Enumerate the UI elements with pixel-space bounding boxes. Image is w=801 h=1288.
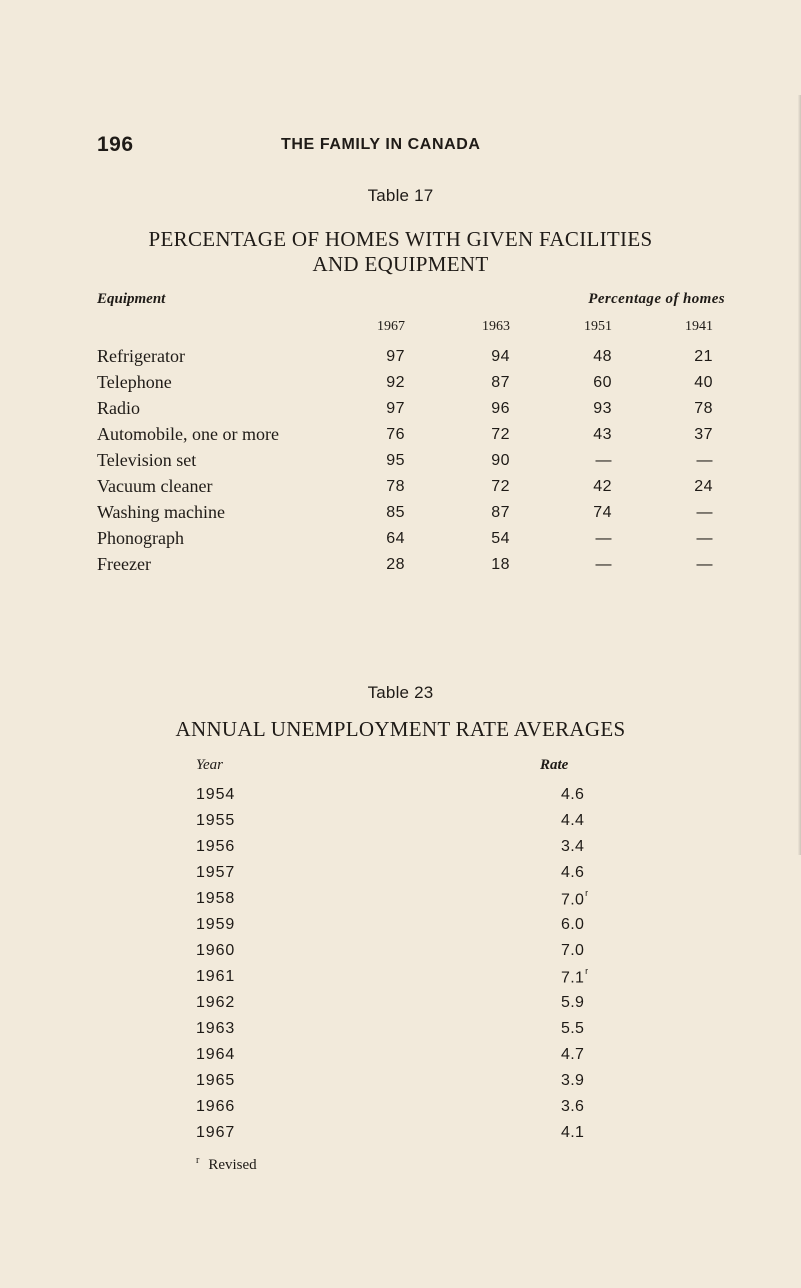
- year-header-1967: 1967: [377, 319, 405, 334]
- cell-1967: 76: [386, 426, 405, 443]
- cell-1941: 24: [694, 478, 713, 495]
- table-row: [0, 812, 801, 838]
- cell-1941: —: [696, 556, 713, 573]
- rate-value: 4.7: [561, 1046, 585, 1063]
- cell-1963: 96: [491, 400, 510, 417]
- cell-1941: —: [696, 530, 713, 547]
- rate-value: 5.9: [561, 994, 585, 1011]
- rate-cell: [561, 812, 584, 830]
- year-cell: 1964: [196, 1046, 236, 1063]
- cell-1963: 90: [491, 452, 510, 469]
- rate-cell: [561, 1098, 584, 1116]
- rate-value: 3.4: [561, 838, 585, 855]
- cell-1951: —: [595, 530, 612, 547]
- year-cell: 1955: [196, 812, 236, 829]
- row-label: Vacuum cleaner: [97, 476, 213, 496]
- year-cell: 1965: [196, 1072, 236, 1089]
- row-label: Phonograph: [97, 528, 184, 548]
- cell-1963: 72: [491, 426, 510, 443]
- cell-1951: 93: [593, 400, 612, 417]
- table-row: [0, 1098, 801, 1124]
- year-cell: 1961: [196, 968, 236, 985]
- rate-cell: [561, 994, 584, 1012]
- cell-1941: 21: [694, 348, 713, 365]
- cell-1941: —: [696, 452, 713, 469]
- revised-mark: r: [585, 966, 589, 976]
- year-cell: 1966: [196, 1098, 236, 1115]
- table-row: [0, 1046, 801, 1072]
- cell-1967: 85: [386, 504, 405, 521]
- table-row: [0, 890, 801, 916]
- table-row: [0, 528, 801, 554]
- year-header-1941: 1941: [685, 319, 713, 334]
- year-cell: 1963: [196, 1020, 236, 1037]
- table-row: [0, 994, 801, 1020]
- table-row: [0, 968, 801, 994]
- rate-value: 6.0: [561, 916, 585, 933]
- cell-1941: —: [696, 504, 713, 521]
- rate-cell: [561, 786, 584, 804]
- rate-value: 7.0: [561, 942, 585, 959]
- table-row: [0, 1020, 801, 1046]
- table23-caption: Table 23: [367, 683, 434, 702]
- year-column-label: Year: [196, 757, 223, 773]
- cell-1941: 40: [694, 374, 713, 391]
- cell-1967: 95: [386, 452, 405, 469]
- rate-cell: [561, 1124, 584, 1142]
- table17-title-line1: PERCENTAGE OF HOMES WITH GIVEN FACILITIES: [148, 227, 653, 251]
- rate-value: 7.1: [561, 969, 585, 987]
- table-row: [0, 346, 801, 372]
- cell-1951: 74: [593, 504, 612, 521]
- cell-1967: 64: [386, 530, 405, 547]
- year-header-1951: 1951: [584, 319, 612, 334]
- table-row: [0, 424, 801, 450]
- rate-cell: [561, 942, 584, 960]
- cell-1963: 54: [491, 530, 510, 547]
- table-row: [0, 398, 801, 424]
- table-row: [0, 1124, 801, 1150]
- cell-1951: 48: [593, 348, 612, 365]
- table-row: [0, 838, 801, 864]
- cell-1941: 78: [694, 400, 713, 417]
- rate-value: 4.6: [561, 864, 585, 881]
- table-row: [0, 942, 801, 968]
- cell-1967: 97: [386, 348, 405, 365]
- cell-1967: 92: [386, 374, 405, 391]
- footnote-mark: r: [196, 1155, 200, 1166]
- cell-1967: 78: [386, 478, 405, 495]
- running-head: THE FAMILY IN CANADA: [281, 136, 481, 153]
- percentage-column-label: Percentage of homes: [588, 291, 725, 307]
- year-cell: 1962: [196, 994, 236, 1011]
- table-row: [0, 786, 801, 812]
- year-cell: 1960: [196, 942, 236, 959]
- table-row: [0, 372, 801, 398]
- table-row: [0, 1072, 801, 1098]
- row-label: Radio: [97, 398, 140, 418]
- footnote: [196, 1155, 257, 1174]
- year-cell: 1967: [196, 1124, 236, 1141]
- table17-title-line2: AND EQUIPMENT: [312, 252, 489, 276]
- table-row: [0, 554, 801, 580]
- row-label: Washing machine: [97, 502, 226, 522]
- table23-title: ANNUAL UNEMPLOYMENT RATE AVERAGES: [175, 717, 626, 741]
- table-row: [0, 450, 801, 476]
- table-row: [0, 476, 801, 502]
- rate-cell: [561, 890, 588, 909]
- rate-cell: [561, 838, 584, 856]
- row-label: Telephone: [97, 372, 172, 392]
- rate-cell: [561, 968, 588, 987]
- table-row: [0, 916, 801, 942]
- row-label: Refrigerator: [97, 346, 185, 366]
- cell-1967: 97: [386, 400, 405, 417]
- rate-cell: [561, 1020, 584, 1038]
- rate-value: 3.6: [561, 1098, 585, 1115]
- cell-1963: 87: [491, 504, 510, 521]
- year-cell: 1957: [196, 864, 236, 881]
- year-cell: 1954: [196, 786, 236, 803]
- rate-cell: [561, 916, 584, 934]
- cell-1963: 18: [491, 556, 510, 573]
- cell-1941: 37: [694, 426, 713, 443]
- page-header: [97, 133, 557, 159]
- year-header-1963: 1963: [482, 319, 510, 334]
- footnote-text: Revised: [208, 1157, 257, 1173]
- rate-value: 4.1: [561, 1124, 585, 1141]
- year-cell: 1956: [196, 838, 236, 855]
- rate-value: 7.0: [561, 891, 585, 909]
- cell-1963: 72: [491, 478, 510, 495]
- rate-cell: [561, 1046, 584, 1064]
- table-row: [0, 864, 801, 890]
- rate-column-label: Rate: [540, 757, 569, 773]
- rate-cell: [561, 864, 584, 882]
- row-label: Automobile, one or more: [97, 424, 279, 444]
- cell-1951: 60: [593, 374, 612, 391]
- rate-value: 3.9: [561, 1072, 585, 1089]
- rate-value: 5.5: [561, 1020, 585, 1037]
- cell-1951: —: [595, 452, 612, 469]
- rate-cell: [561, 1072, 584, 1090]
- page-number: 196: [97, 133, 134, 156]
- row-label: Freezer: [97, 554, 151, 574]
- cell-1963: 87: [491, 374, 510, 391]
- table-row: [0, 502, 801, 528]
- cell-1951: 43: [593, 426, 612, 443]
- row-label: Television set: [97, 450, 197, 470]
- year-cell: 1958: [196, 890, 236, 907]
- cell-1951: 42: [593, 478, 612, 495]
- cell-1963: 94: [491, 348, 510, 365]
- table17-caption: Table 17: [367, 186, 434, 205]
- revised-mark: r: [585, 888, 589, 898]
- cell-1951: —: [595, 556, 612, 573]
- cell-1967: 28: [386, 556, 405, 573]
- rate-value: 4.6: [561, 786, 585, 803]
- year-cell: 1959: [196, 916, 236, 933]
- rate-value: 4.4: [561, 812, 585, 829]
- equipment-column-label: Equipment: [97, 291, 166, 307]
